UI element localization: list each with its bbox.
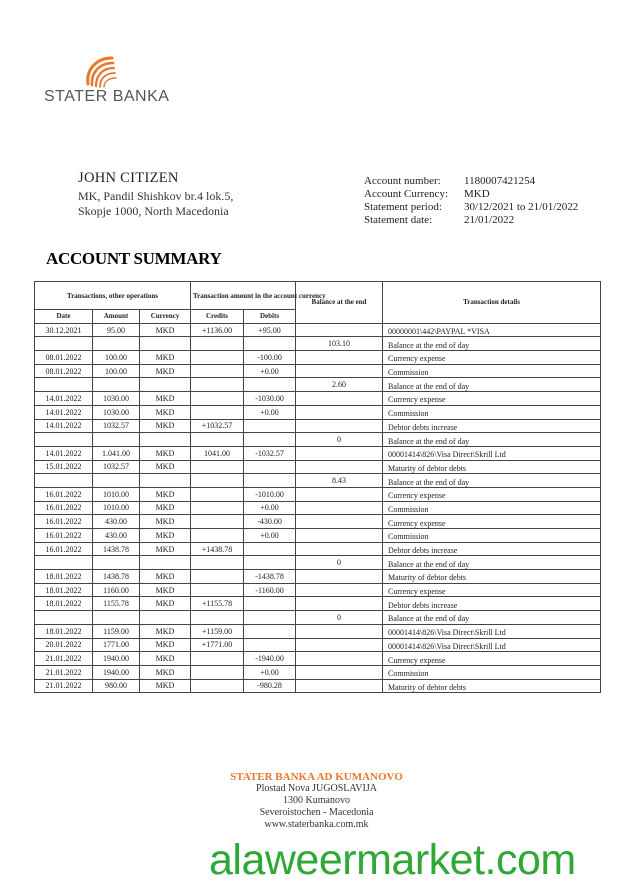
cell-amount: 100.00 — [93, 351, 140, 365]
cell-details: Currency expense — [383, 583, 601, 597]
cell-currency: MKD — [140, 419, 191, 433]
cell-currency: MKD — [140, 583, 191, 597]
cell-debit: +0.00 — [244, 529, 296, 543]
cell-balance — [296, 583, 383, 597]
account-currency-label: Account Currency: — [364, 188, 448, 200]
customer-address-line1: MK, Pandil Shishkov br.4 lok.5, — [78, 189, 234, 203]
cell-details: Commission — [383, 364, 601, 378]
cell-amount: 100.00 — [93, 364, 140, 378]
cell-debit — [244, 337, 296, 351]
table-row — [35, 529, 601, 543]
cell-details: Commission — [383, 405, 601, 419]
cell-debit: -980.28 — [244, 679, 296, 693]
cell-balance — [296, 665, 383, 679]
cell-amount — [93, 556, 140, 570]
cell-details: Maturity of debtor debts — [383, 460, 601, 474]
cell-credit — [191, 652, 244, 666]
cell-debit: -1032.57 — [244, 446, 296, 460]
cell-credit — [191, 611, 244, 625]
cell-currency: MKD — [140, 351, 191, 365]
cell-credit: +1438.78 — [191, 542, 244, 556]
table-row — [35, 624, 601, 638]
cell-details: Debtor debts increase — [383, 542, 601, 556]
cell-debit: +0.00 — [244, 364, 296, 378]
cell-details: 00001414\826\Visa Direct\Skrill Ltd — [383, 446, 601, 460]
cell-balance — [296, 446, 383, 460]
table-row — [35, 501, 601, 515]
cell-credit — [191, 501, 244, 515]
cell-balance: 0 — [296, 611, 383, 625]
transactions-table — [34, 281, 601, 693]
footer — [0, 771, 633, 831]
cell-debit: -1438.78 — [244, 570, 296, 584]
cell-debit: -1010.00 — [244, 487, 296, 501]
cell-details: 00000001\442\PAYPAL *VISA — [383, 323, 601, 337]
cell-credit — [191, 665, 244, 679]
cell-amount: 1030.00 — [93, 405, 140, 419]
header-credits: Credits — [191, 310, 244, 324]
cell-credit — [191, 405, 244, 419]
statement-date: 21/01/2022 — [464, 214, 515, 226]
swirl-logo-icon — [82, 52, 126, 90]
table-row — [35, 446, 601, 460]
cell-currency: MKD — [140, 515, 191, 529]
table-row — [35, 364, 601, 378]
bank-logo — [44, 52, 170, 110]
cell-credit — [191, 392, 244, 406]
cell-balance — [296, 419, 383, 433]
header-balance: Balance at the end — [296, 282, 383, 324]
cell-debit — [244, 474, 296, 488]
statement-period-label: Statement period: — [364, 201, 442, 213]
cell-date: 30.12.2021 — [35, 323, 93, 337]
cell-debit — [244, 433, 296, 447]
cell-balance — [296, 392, 383, 406]
cell-debit — [244, 419, 296, 433]
cell-amount: 1940.00 — [93, 652, 140, 666]
cell-currency — [140, 611, 191, 625]
cell-amount: 95.00 — [93, 323, 140, 337]
cell-debit: +95.00 — [244, 323, 296, 337]
table-row — [35, 323, 601, 337]
header-amount: Amount — [93, 310, 140, 324]
header-date: Date — [35, 310, 93, 324]
cell-debit: -1940.00 — [244, 652, 296, 666]
cell-amount: 1438.78 — [93, 542, 140, 556]
cell-credit — [191, 583, 244, 597]
cell-currency: MKD — [140, 446, 191, 460]
cell-details: Commission — [383, 665, 601, 679]
cell-credit: +1032.57 — [191, 419, 244, 433]
cell-details: Balance at the end of day — [383, 556, 601, 570]
cell-balance — [296, 597, 383, 611]
cell-details: Balance at the end of day — [383, 474, 601, 488]
cell-date: 21.01.2022 — [35, 652, 93, 666]
cell-debit: +0.00 — [244, 665, 296, 679]
cell-debit — [244, 611, 296, 625]
cell-balance — [296, 679, 383, 693]
cell-currency: MKD — [140, 405, 191, 419]
cell-credit — [191, 474, 244, 488]
cell-amount: 1010.00 — [93, 487, 140, 501]
cell-balance — [296, 460, 383, 474]
cell-date — [35, 474, 93, 488]
cell-amount — [93, 611, 140, 625]
footer-bank-name: STATER BANKA AD KUMANOVO — [230, 771, 403, 783]
table-row — [35, 487, 601, 501]
cell-credit — [191, 529, 244, 543]
cell-amount: 1032.57 — [93, 419, 140, 433]
account-currency: MKD — [464, 188, 490, 200]
table-row — [35, 611, 601, 625]
cell-amount: 1771.00 — [93, 638, 140, 652]
cell-balance — [296, 542, 383, 556]
cell-amount: 1438.78 — [93, 570, 140, 584]
cell-currency: MKD — [140, 542, 191, 556]
cell-details: Currency expense — [383, 351, 601, 365]
cell-debit: -1030.00 — [244, 392, 296, 406]
cell-balance — [296, 487, 383, 501]
cell-currency: MKD — [140, 392, 191, 406]
header-details: Transaction details — [383, 282, 601, 324]
footer-address-line3: Severoistochen - Macedonia — [259, 807, 374, 818]
table-row — [35, 405, 601, 419]
cell-currency: MKD — [140, 529, 191, 543]
table-row — [35, 474, 601, 488]
cell-amount — [93, 433, 140, 447]
cell-balance — [296, 570, 383, 584]
header-currency: Currency — [140, 310, 191, 324]
group-header-amount: Transaction amount in the account currency — [191, 282, 296, 310]
table-row — [35, 351, 601, 365]
cell-balance: 0 — [296, 433, 383, 447]
cell-credit — [191, 515, 244, 529]
cell-amount: 980.00 — [93, 679, 140, 693]
cell-currency — [140, 433, 191, 447]
cell-date: 20.01.2022 — [35, 638, 93, 652]
cell-amount — [93, 378, 140, 392]
table-row — [35, 460, 601, 474]
cell-debit: -430.00 — [244, 515, 296, 529]
cell-date: 18.01.2022 — [35, 583, 93, 597]
cell-date: 14.01.2022 — [35, 446, 93, 460]
footer-website: www.staterbanka.com.mk — [264, 819, 369, 830]
cell-date: 08.01.2022 — [35, 351, 93, 365]
cell-date: 16.01.2022 — [35, 542, 93, 556]
cell-balance: 8.43 — [296, 474, 383, 488]
cell-amount: 1032.57 — [93, 460, 140, 474]
cell-date: 14.01.2022 — [35, 419, 93, 433]
cell-balance: 2.60 — [296, 378, 383, 392]
cell-currency: MKD — [140, 323, 191, 337]
table-row — [35, 433, 601, 447]
cell-credit: +1155.78 — [191, 597, 244, 611]
cell-credit: 1041.00 — [191, 446, 244, 460]
cell-amount: 1159.00 — [93, 624, 140, 638]
cell-currency — [140, 474, 191, 488]
cell-details: Currency expense — [383, 487, 601, 501]
cell-debit: -1160.00 — [244, 583, 296, 597]
table-row — [35, 542, 601, 556]
cell-balance: 103.10 — [296, 337, 383, 351]
cell-date: 21.01.2022 — [35, 679, 93, 693]
cell-date — [35, 378, 93, 392]
cell-balance — [296, 638, 383, 652]
footer-address-line2: 1300 Kumanovo — [283, 795, 350, 806]
cell-debit: -100.00 — [244, 351, 296, 365]
cell-details: Balance at the end of day — [383, 433, 601, 447]
cell-balance — [296, 405, 383, 419]
cell-currency — [140, 378, 191, 392]
table-row — [35, 652, 601, 666]
cell-credit — [191, 433, 244, 447]
cell-amount: 1155.78 — [93, 597, 140, 611]
table-row — [35, 679, 601, 693]
cell-debit: +0.00 — [244, 405, 296, 419]
cell-credit: +1159.00 — [191, 624, 244, 638]
cell-date — [35, 556, 93, 570]
cell-balance — [296, 351, 383, 365]
statement-date-label: Statement date: — [364, 214, 433, 226]
cell-currency: MKD — [140, 665, 191, 679]
cell-details: Currency expense — [383, 392, 601, 406]
cell-currency: MKD — [140, 460, 191, 474]
account-number: 1180007421254 — [464, 175, 536, 187]
cell-details: Currency expense — [383, 515, 601, 529]
watermark: alaweermarket.com — [209, 836, 576, 884]
cell-amount: 430.00 — [93, 515, 140, 529]
cell-credit: +1136.00 — [191, 323, 244, 337]
customer-block — [78, 170, 233, 219]
cell-debit — [244, 542, 296, 556]
cell-details: Balance at the end of day — [383, 337, 601, 351]
table-row — [35, 570, 601, 584]
cell-credit — [191, 460, 244, 474]
cell-credit — [191, 364, 244, 378]
cell-details: Balance at the end of day — [383, 611, 601, 625]
cell-debit — [244, 460, 296, 474]
cell-currency: MKD — [140, 501, 191, 515]
cell-credit — [191, 378, 244, 392]
table-row — [35, 515, 601, 529]
cell-debit: +0.00 — [244, 501, 296, 515]
cell-balance — [296, 529, 383, 543]
account-number-label: Account number: — [364, 175, 441, 187]
cell-details: Commission — [383, 529, 601, 543]
cell-credit: +1771.00 — [191, 638, 244, 652]
cell-details: Maturity of debtor debts — [383, 679, 601, 693]
cell-balance — [296, 515, 383, 529]
cell-amount: 430.00 — [93, 529, 140, 543]
table-row — [35, 337, 601, 351]
cell-debit — [244, 556, 296, 570]
customer-name: JOHN CITIZEN — [78, 170, 179, 186]
cell-credit — [191, 570, 244, 584]
table-row — [35, 392, 601, 406]
statement-period: 30/12/2021 to 21/01/2022 — [464, 201, 579, 213]
cell-credit — [191, 337, 244, 351]
cell-date: 14.01.2022 — [35, 392, 93, 406]
cell-date: 16.01.2022 — [35, 501, 93, 515]
footer-address-line1: Plostad Nova JUGOSLAVIJA — [256, 783, 377, 794]
cell-debit — [244, 624, 296, 638]
cell-currency: MKD — [140, 364, 191, 378]
cell-date: 18.01.2022 — [35, 597, 93, 611]
cell-balance: 0 — [296, 556, 383, 570]
cell-details: Maturity of debtor debts — [383, 570, 601, 584]
cell-currency: MKD — [140, 638, 191, 652]
cell-currency: MKD — [140, 570, 191, 584]
table-row — [35, 638, 601, 652]
table-row — [35, 665, 601, 679]
cell-date: 15.01.2022 — [35, 460, 93, 474]
cell-date: 08.01.2022 — [35, 364, 93, 378]
table-row — [35, 556, 601, 570]
cell-currency: MKD — [140, 652, 191, 666]
group-header-transactions: Transactions, other operations — [35, 282, 191, 310]
table-row — [35, 583, 601, 597]
cell-credit — [191, 556, 244, 570]
cell-currency — [140, 337, 191, 351]
transactions-body — [35, 323, 601, 693]
cell-date: 18.01.2022 — [35, 624, 93, 638]
cell-balance — [296, 501, 383, 515]
page-title: ACCOUNT SUMMARY — [46, 249, 222, 268]
cell-date — [35, 337, 93, 351]
table-row — [35, 597, 601, 611]
cell-date: 14.01.2022 — [35, 405, 93, 419]
cell-credit — [191, 487, 244, 501]
table-row — [35, 378, 601, 392]
cell-details: Currency expense — [383, 652, 601, 666]
cell-debit — [244, 638, 296, 652]
account-info — [364, 175, 578, 227]
cell-currency: MKD — [140, 624, 191, 638]
cell-credit — [191, 679, 244, 693]
cell-amount: 1.041.00 — [93, 446, 140, 460]
cell-balance — [296, 624, 383, 638]
logo-text: STATER BANKA — [44, 88, 170, 105]
cell-amount — [93, 337, 140, 351]
cell-amount: 1010.00 — [93, 501, 140, 515]
cell-balance — [296, 323, 383, 337]
cell-details: 00001414\826\Visa Direct\Skrill Ltd — [383, 638, 601, 652]
cell-date: 18.01.2022 — [35, 570, 93, 584]
cell-details: 00001414\826\Visa Direct\Skrill Ltd — [383, 624, 601, 638]
cell-details: Debtor debts increase — [383, 419, 601, 433]
table-row — [35, 419, 601, 433]
cell-date — [35, 433, 93, 447]
cell-date: 16.01.2022 — [35, 487, 93, 501]
cell-date: 16.01.2022 — [35, 515, 93, 529]
cell-amount — [93, 474, 140, 488]
cell-currency: MKD — [140, 679, 191, 693]
cell-currency — [140, 556, 191, 570]
cell-details: Balance at the end of day — [383, 378, 601, 392]
cell-debit — [244, 378, 296, 392]
customer-address-line2: Skopje 1000, North Macedonia — [78, 204, 229, 218]
cell-amount: 1940.00 — [93, 665, 140, 679]
cell-balance — [296, 652, 383, 666]
cell-balance — [296, 364, 383, 378]
cell-currency: MKD — [140, 597, 191, 611]
cell-debit — [244, 597, 296, 611]
cell-amount: 1160.00 — [93, 583, 140, 597]
cell-date — [35, 611, 93, 625]
cell-details: Debtor debts increase — [383, 597, 601, 611]
header-debits: Debits — [244, 310, 296, 324]
cell-details: Commission — [383, 501, 601, 515]
cell-date: 21.01.2022 — [35, 665, 93, 679]
cell-date: 16.01.2022 — [35, 529, 93, 543]
cell-currency: MKD — [140, 487, 191, 501]
cell-amount: 1030.00 — [93, 392, 140, 406]
cell-credit — [191, 351, 244, 365]
